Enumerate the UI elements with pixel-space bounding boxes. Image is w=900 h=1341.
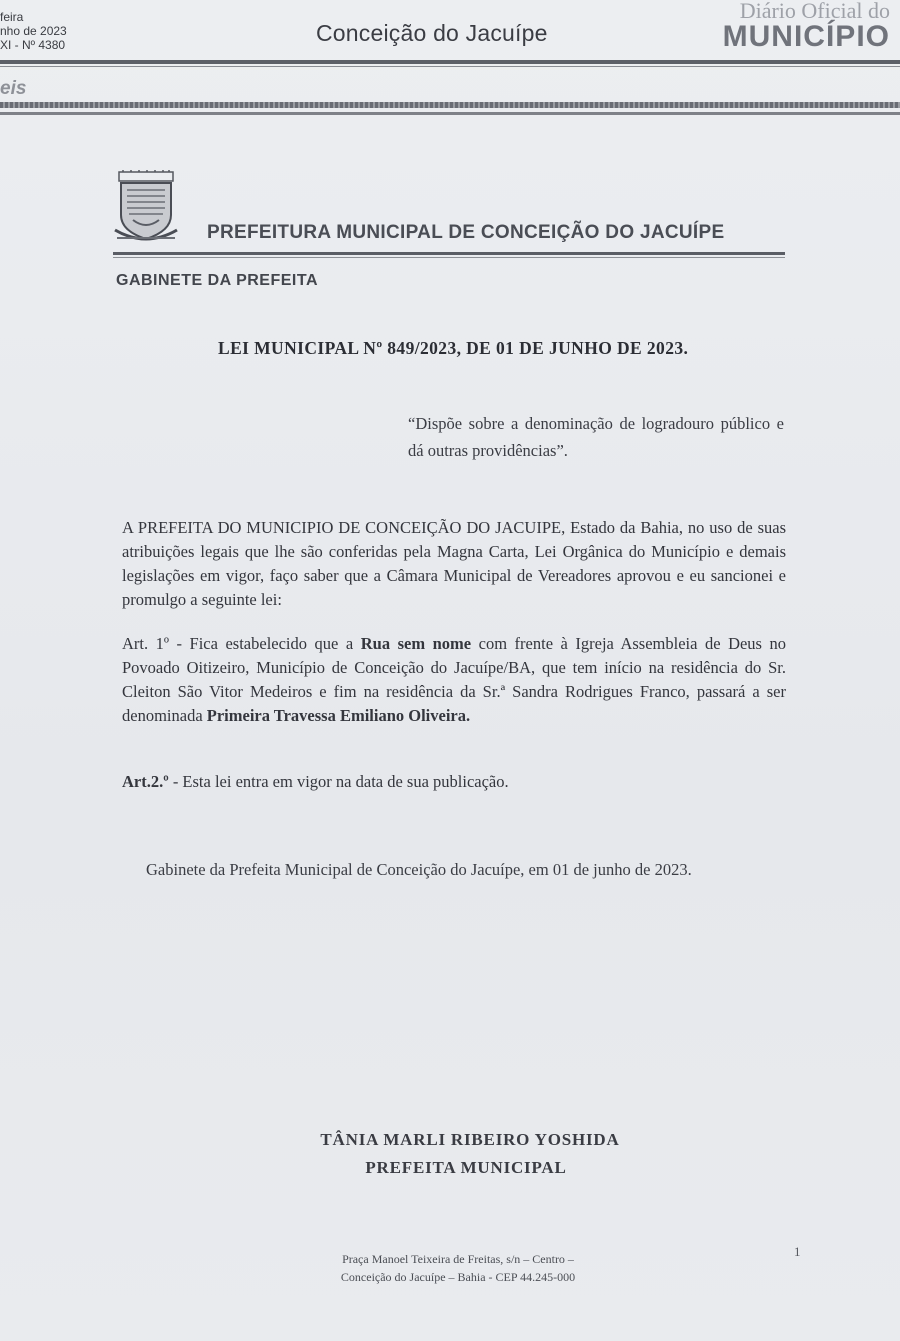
- signatory-name: TÂNIA MARLI RIBEIRO YOSHIDA: [320, 1130, 620, 1149]
- article-1-label: Art. 1º: [122, 634, 170, 653]
- footer-address-line1: Praça Manoel Teixeira de Freitas, s/n – Centro –: [342, 1252, 574, 1266]
- gazette-city-name: Conceição do Jacuípe: [316, 20, 548, 46]
- law-title: LEI MUNICIPAL Nº 849/2023, DE 01 DE JUNHO DE 2023.: [218, 338, 689, 358]
- article-1-street-new-name: Primeira Travessa Emiliano Oliveira.: [206, 706, 471, 725]
- signatory-role: PREFEITA MUNICIPAL: [365, 1158, 567, 1177]
- law-ementa: “Dispõe sobre a denominação de logradouro público e dá outras providências”.: [408, 414, 784, 460]
- article-1-street-old-name: Rua sem nome: [360, 634, 472, 653]
- gazette-section-label: eis: [0, 78, 27, 99]
- gazette-logo-main: MUNICÍPIO: [722, 20, 890, 53]
- gazette-logo: [723, 0, 890, 52]
- article-1-text-a: - Fica estabelecido que a: [169, 634, 361, 653]
- coat-of-arms-icon: [113, 170, 179, 246]
- law-preamble: A PREFEITA DO MUNICIPIO DE CONCEIÇÃO DO JACUIPE, Estado da Bahia, no uso de suas atribuições legais que lhe são conferidas pela Magna Carta, Lei Orgânica do Município e demais legislações em vigor, faço saber que a Câmara Municipal de Vereadores aprovou e eu sancionei e promulgo a seguinte lei:: [122, 518, 786, 609]
- letterhead-divider: [113, 252, 785, 255]
- section-divider-thin: [0, 112, 900, 115]
- article-1-text-b: com frente à Igreja Assembleia de Deus no Povoado Oitizeiro, Município de Conceição do Jacuípe/BA, que tem início na residência do Sr. Cleiton São Vitor Medeiros e fim na residência da Sr.ª Sandra Rodrigues Franco, passará a ser denominada: [122, 634, 786, 725]
- office-label: GABINETE DA PREFEITA: [116, 272, 319, 289]
- article-2: [122, 770, 786, 794]
- gazette-logo-top: Diário Oficial do: [739, 0, 890, 23]
- gazette-edition-info: [0, 10, 67, 52]
- article-2-text: - Esta lei entra em vigor na data de sua publicação.: [168, 772, 509, 791]
- closing-line: Gabinete da Prefeita Municipal de Conceição do Jacuípe, em 01 de junho de 2023.: [146, 860, 692, 879]
- gazette-date-weekday: feira: [0, 10, 24, 24]
- section-divider: [0, 102, 900, 108]
- footer-address-line2: Conceição do Jacuípe – Bahia - CEP 44.245-000: [340, 1270, 576, 1284]
- header-divider: [0, 60, 900, 64]
- header-divider-thin: [0, 66, 900, 67]
- article-1: [122, 632, 786, 728]
- gazette-edition-number: XI - Nº 4380: [0, 38, 66, 52]
- page-number: 1: [794, 1244, 801, 1259]
- letterhead-title: PREFEITURA MUNICIPAL DE CONCEIÇÃO DO JACUÍPE: [207, 222, 725, 243]
- letterhead-divider-thin: [113, 257, 785, 258]
- article-2-label: Art.2.º: [122, 772, 169, 791]
- gazette-date: nho de 2023: [0, 24, 67, 38]
- footer-address: [308, 1250, 608, 1286]
